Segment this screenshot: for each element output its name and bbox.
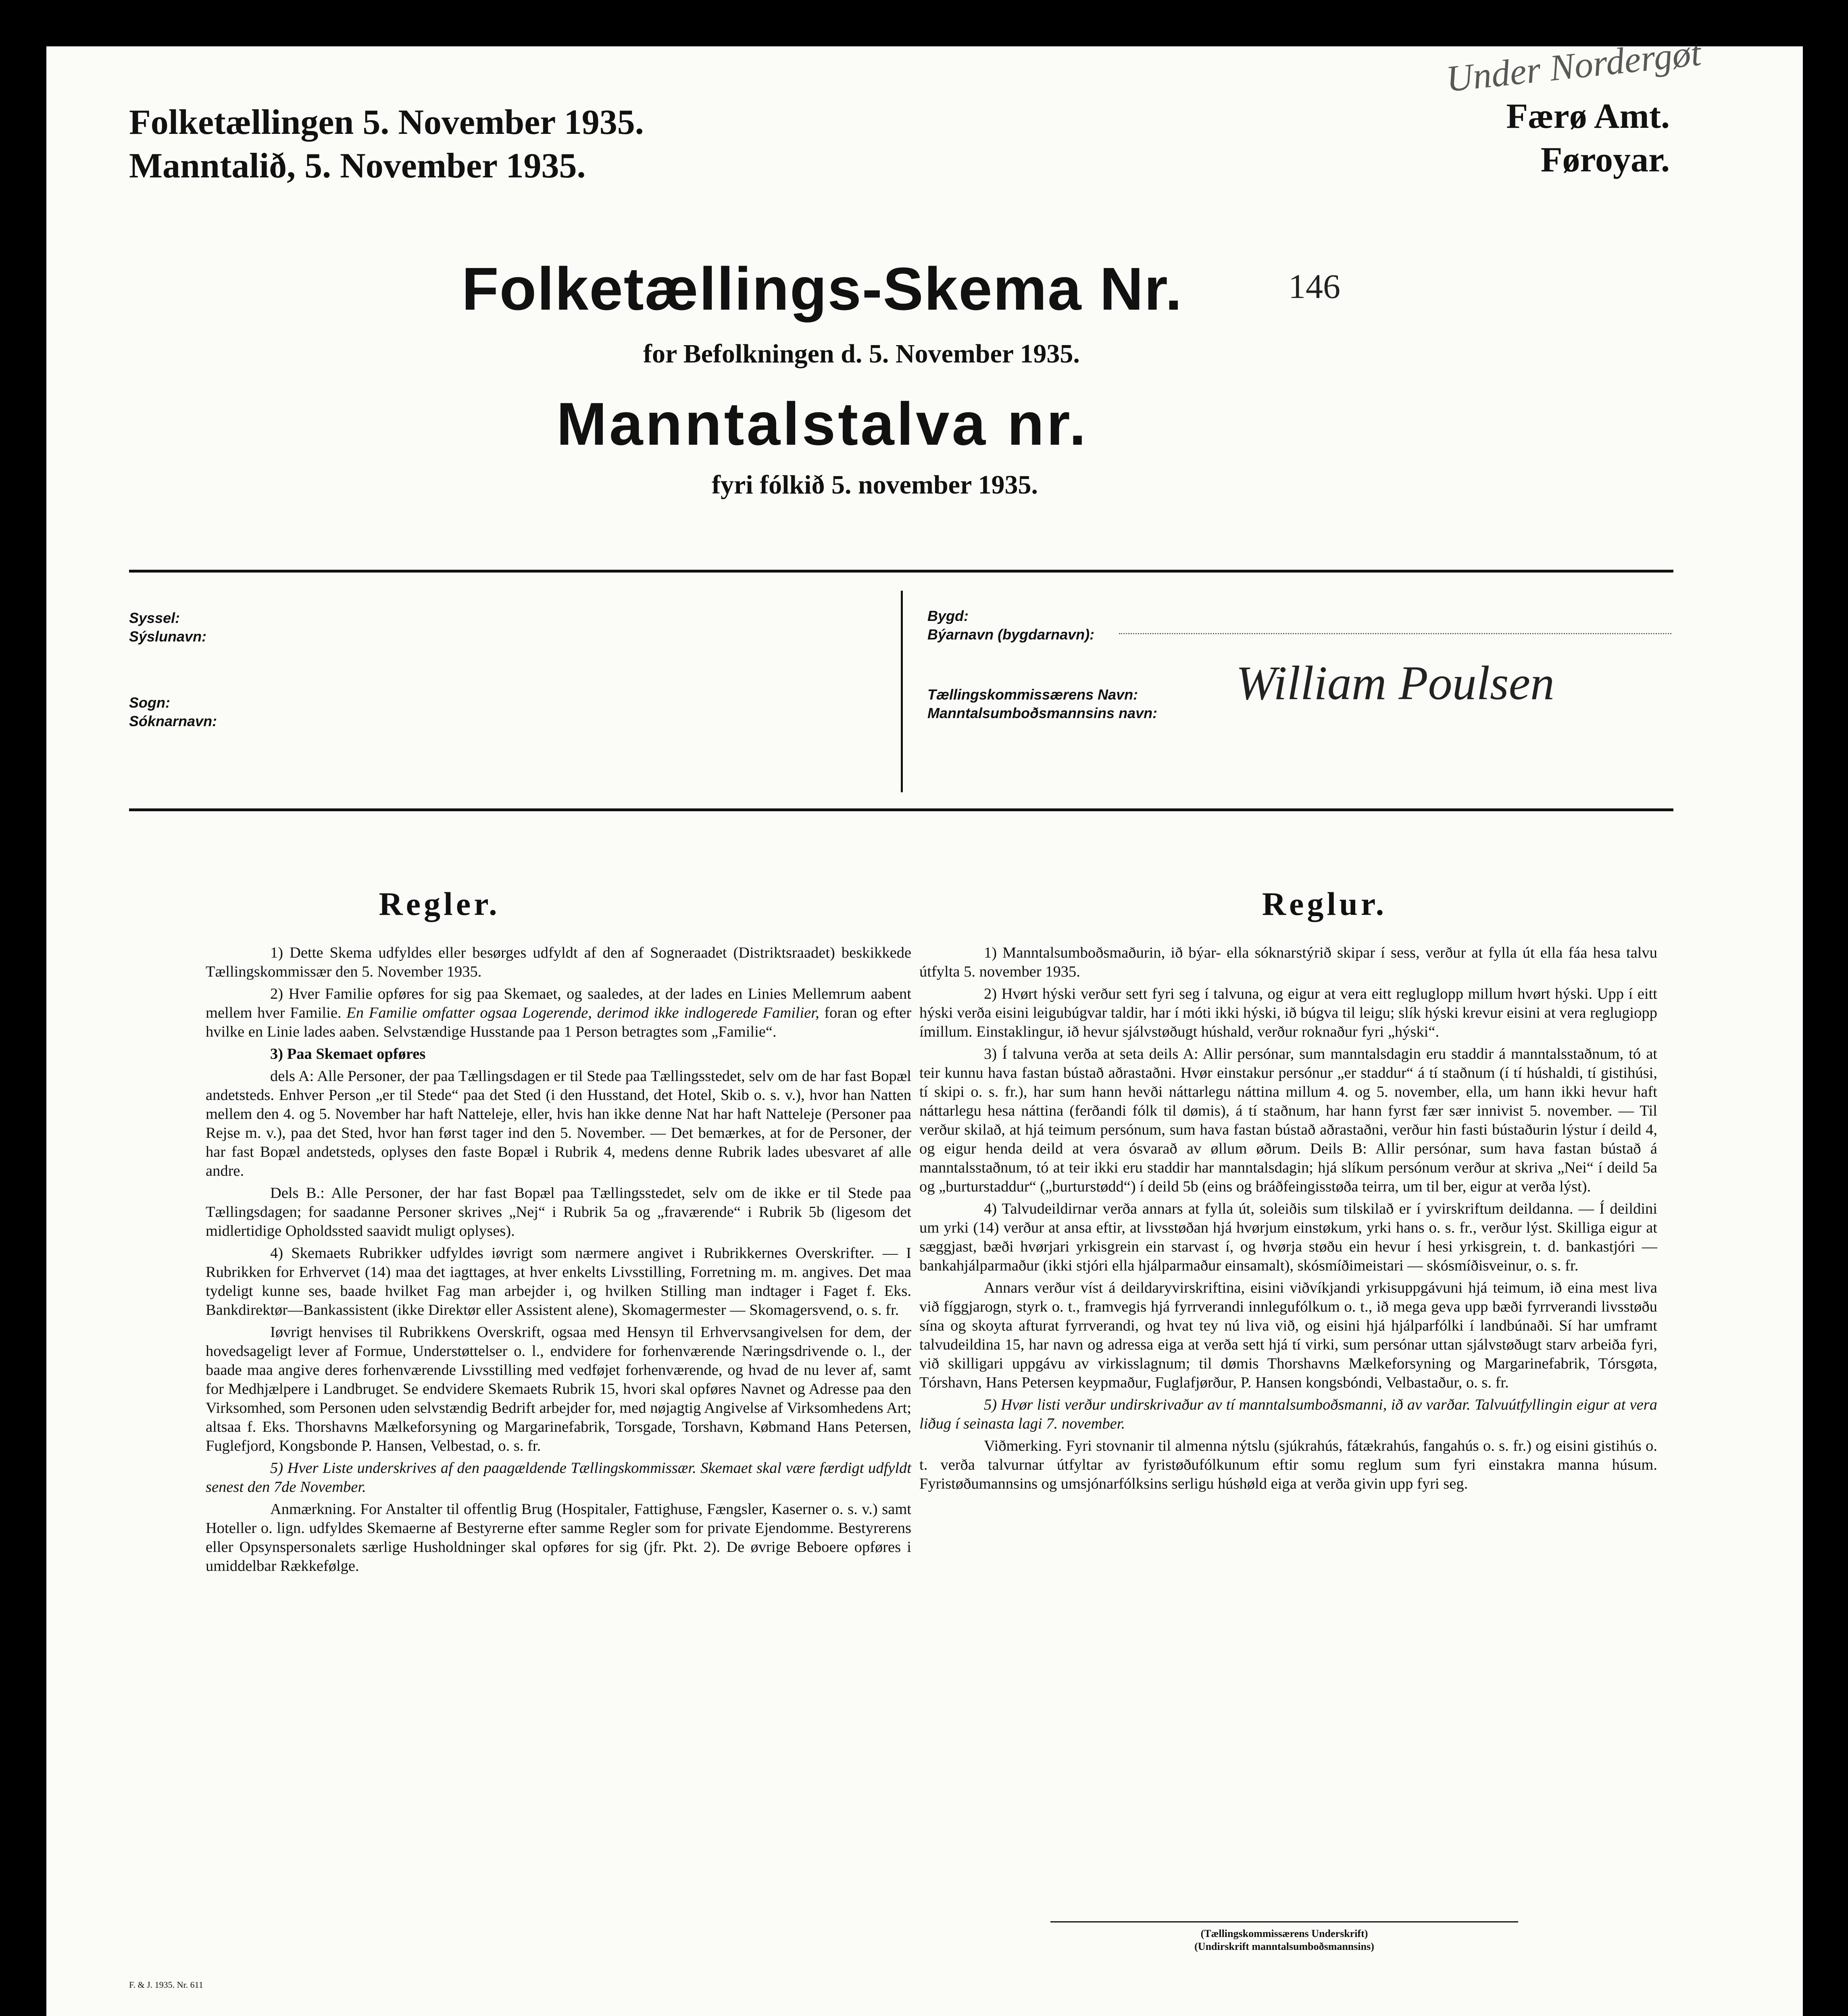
vertical-divider xyxy=(901,591,903,792)
commissioner-signature: William Poulsen xyxy=(1236,656,1554,710)
header-right-line2: Føroyar. xyxy=(1540,140,1670,179)
bygd-field[interactable] xyxy=(927,607,1094,644)
header-left-line1: Folketællingen 5. November 1935. xyxy=(129,103,644,142)
rule-da-2: 2) Hver Familie opføres for sig paa Skemaet, og saaledes, at der lades en Linies Mellemrum aabent mellem hver Familie. En Familie omfatter ogsaa Logerende, derimod ikke indlogerede Familier, foran og efter hvilke en Linie lades aaben. Selvstændige Husstande paa 1 Person betragtes som „Familie“. xyxy=(206,985,912,1040)
bygd-label: Bygd: xyxy=(927,608,969,624)
bottom-rule xyxy=(129,808,1673,811)
header-right xyxy=(1506,95,1670,182)
form-number: 146 xyxy=(1288,267,1340,306)
rule-da-4b: Iøvrigt henvises til Rubrikkens Overskrift, ogsaa med Hensyn til Erhvervsangivelsen for dem, der hovedsageligt lever af Formue, Understøttelser o. l., endvidere for forhenværende Næringsdrivende o. l., der baade maa angive deres forhenværende Livsstilling med vedføjet forhenværende, og hvad de nu lever af, samt for Medhjælpere i Landbruget. Se endvidere Skemaets Rubrik 15, hvori skal opføres Navnet og Adresse paa den Virksomhed, som Personen uden selvstændig Bedrift arbejder for, med nøjagtig Angivelse af Virksomhedens Art; altsaa f. Eks. Thorshavns Mælkeforsyning og Margarinefabrik, Torsgade, Torshavn, Købmand Hans Petersen, Fuglefjord, Kongsbonde P. Hansen, Velbestad, o. s. fr. xyxy=(206,1324,911,1454)
handwritten-corner-note: Under Nordergøt xyxy=(1444,32,1703,100)
rule-fo-2: 2) Hvørt hýski verður sett fyri seg í talvuna, og eigur at vera eitt regluglopp millum hvørt hýski. Upp í eitt hýski verða eisini leigubúgvar taldir, har í móti ikki hýski, ið búgva til leigu; slík hýski krevur eisini at vera reglugiopp ímillum. Einstaklingur, ið hevur sjálvstøðugt húshald, verður roknaður fyri „hýski“. xyxy=(919,985,1657,1040)
byarnavn-label: Býarnavn (bygdarnavn): xyxy=(927,626,1095,643)
header-left-line2: Manntalið, 5. November 1935. xyxy=(129,146,586,185)
rules-heading-da: Regler. xyxy=(379,885,500,922)
rule-fo-5: 5) Hvør listi verður undirskrivaður av tí manntalsumboðsmanni, ið av varðar. Talvuútfyllingin eigur at vera liðug í seinasta lagi 7. november. xyxy=(919,1396,1657,1432)
syslunavn-label: Sýslunavn: xyxy=(129,628,207,645)
rule-fo-note: Viðmerking. Fyri stovnanir til almenna nýtslu (sjúkrahús, fátækrahús, fangahús o. s. fr.) og eisini gistihús o. t. verða talvurnar útfyltar av fyristøðufólkunum eftir somu reglum sum fyri einstakra manna húsum. Fyristøðumannsins og umsjónarfólksins serligu húshøld eiga at verða givin upp fyri seg. xyxy=(919,1437,1657,1492)
kommissaer-label: Tællingskommissærens Navn: xyxy=(927,686,1138,703)
sogn-label: Sogn: xyxy=(129,694,170,711)
syssel-field[interactable] xyxy=(129,609,206,646)
rule-da-3b: Dels B.: Alle Personer, der har fast Bopæl paa Tællingsstedet, selv om de ikke er til Stede paa Tællingsdagen; for saadanne Personer skrives „Nej“ i Rubrik 5a og „fraværende“ i Rubrik 5b (ligesom det midlertidige Opholdssted saavidt muligt oplyses). xyxy=(206,1185,911,1239)
signature-caption xyxy=(1050,1927,1518,1953)
rule-da-3a: dels A: Alle Personer, der paa Tællingsdagen er til Stede paa Tællingsstedet, selv om de har fast Bopæl andetsteds. Enhver Person „er til Stede“ paa det Sted (i den Husstand, det Hotel, Skib o. s. v.), hvor han Natten mellem den 4. og 5. November har haft Natteleje, eller, hvis han ikke denne Nat har haft Natteleje (Personer paa Rejse m. v.), paa det Sted, hvor han først tager ind den 5. November. — Det bemærkes, at for de Personer, der har fast Bopæl andetsteds, oplyses den faste Bopæl i Rubrik 4, medens denne Rubrik lades ubesvaret af alle andre. xyxy=(206,1068,911,1179)
rule-da-3-heading: 3) Paa Skemaet opføres xyxy=(270,1045,426,1062)
form-subtitle-da: for Befolkningen d. 5. November 1935. xyxy=(643,339,1080,369)
header-left xyxy=(129,101,644,188)
signature-caption-da: (Tællingskommissærens Underskrift) xyxy=(1200,1928,1368,1939)
signature-caption-fo: (Undirskrift manntalsumboðsmannsins) xyxy=(1194,1941,1374,1952)
rule-da-note: Anmærkning. For Anstalter til offentlig Brug (Hospitaler, Fattighuse, Fængsler, Kaserner o. s. v.) samt Hoteller o. lign. udfyldes Skemaerne af Bestyrerne efter samme Regler som for private Ejendomme. Bestyrerens eller Opsynspersonalets særlige Husholdninger skal opføres for sig (jfr. Pkt. 2). De øvrige Beboere opføres i umiddelbar Rækkefølge. xyxy=(206,1501,911,1574)
rule-fo-4: 4) Talvudeildirnar verða annars at fylla út, soleiðis sum tilskilað er í yvirskriftum deildanna. — Í deildini um yrki (14) verður at ansa eftir, at livsstøðan hjá hvørjum einstøkum, yrki hans o. s. fr., verður lýst. Skilliga eigur at sæggjast, bæði hvørjari yrkisgrein ein starvast í, og hvørja støðu ein hevur í hesi yrkisgrein, t. d. bankastjóri — bankahjálparmaður (ikki stjóri ella hjálparmaður einsamalt), skósmíðimeistari — skósmíðisveinur, o. s. fr. xyxy=(919,1200,1657,1274)
syssel-label: Syssel: xyxy=(129,610,180,626)
form-subtitle-fo: fyri fólkið 5. november 1935. xyxy=(712,470,1038,500)
form-title: Folketællings-Skema Nr. xyxy=(462,255,1183,323)
form-title-fo: Manntalstalva nr. xyxy=(556,390,1089,458)
header-right-line1: Færø Amt. xyxy=(1506,97,1670,136)
rules-text-fo xyxy=(919,943,1657,1497)
sogn-field[interactable] xyxy=(129,694,217,731)
signature-line[interactable] xyxy=(1050,1921,1518,1922)
rules-text-da xyxy=(206,943,911,1579)
rules-heading-fo: Reglur. xyxy=(1262,885,1388,922)
mannsnavn-label: Manntalsumboðsmannsins navn: xyxy=(927,705,1158,721)
rule-da-4: 4) Skemaets Rubrikker udfyldes iøvrigt som nærmere angivet i Rubrikkernes Overskrifter. — I Rubrikken for Erhvervet (14) maa det iagttages, at hver enkelts Livsstilling, Forretning m. m. angives. Det maa tydeligt kunne ses, baade hvilket Fag man arbejder i, og hvilken Stilling man indtager i Faget f. Eks. Bankdirektør—Bankassistent (ikke Direktør eller Assistent alene), Skomagermester — Skomagersvend, o. s. fr. xyxy=(206,1245,911,1318)
rule-fo-3: 3) Í talvuna verða at seta deils A: Allir persónar, sum manntalsdagin eru staddir á manntalsstaðnum, tó at teir kunnu hava fastan bústað aðrastaðni. Hvør einstakur persónur „er staddur“ á tí staðnum (í tí húshaldi, tí gistihúsi, tí skipi o. s. fr.), har sum hann hevði náttarlegu náttina millum 4. og 5. november, ella, um hann ikki hevur haft náttarlegu hesa náttina (ferðandi fólk til dømis), á tí staðnum, har hann fyrst fær sær innivist 5. november. — Til verður skilað, at hjá teimum persónum, sum hava fastan bústað aðrastaðni, verður hin fasti bústaðurin lýstur í deild 4, og eigur henda deild at vera ósvarað av øllum øðrum. Deils B: Allir persónar, sum hava fastan bústað á manntalsstaðnum, tó at teir ikki eru staddir har manntalsdagin; hjá slíkum persónum verður at skriva „Nei“ í deild 5a og „burturstaddur“ („burturstødd“) í deild 5b (eins og bráðfeingisstøða teirra, um til ber, eigur at verða lýst). xyxy=(919,1045,1657,1195)
kommissaer-field[interactable] xyxy=(927,685,1157,723)
top-rule xyxy=(129,570,1673,573)
rule-fo-1: 1) Manntalsumboðsmaðurin, ið býar- ella sóknarstýrið skipar í sess, verður at fylla út ella fáa hesa talvu útfylta 5. november 1935. xyxy=(919,944,1657,980)
census-form-sheet xyxy=(46,32,1803,2016)
rule-da-1: 1) Dette Skema udfyldes eller besørges udfyldt af den af Sogneraadet (Distriktsraadet) beskikkede Tællingskommissær den 5. November 1935. xyxy=(206,944,911,980)
rule-fo-4b: Annars verður víst á deildaryvirskriftina, eisini viðvíkjandi yrkisuppgávuni hjá teimum, ið eina mest liva við fíggjarogn, styrk o. t., framvegis hjá fyrrverandi innlegufólkum o. t., ið mega geva upp bæði fyrrverandi livsstøðu sína og skoyta afturat fyrrverandi, og hvat tey nú liva við, og eisini hjá hjálparfólki í landbúnaði. Sí har umframt talvudeildina 15, har navn og adressa eiga at verða sett hjá tí virki, sum persónar uttan sjálvstøðugt starv arbeiða fyri, við skilligari uppgávu av virkisslagnum; til dømis Thorshavns Mælkeforsyning og Margarinefabrik, Tórsgøta, Tórshavn, Hans Petersen keypmaður, Fuglafjørður, P. Hansen kongsbóndi, Velbastaður, o. s. fr. xyxy=(919,1279,1657,1391)
soknarnavn-label: Sóknarnavn: xyxy=(129,713,217,729)
printer-mark: F. & J. 1935. Nr. 611 xyxy=(129,1980,203,1990)
rule-da-5: 5) Hver Liste underskrives af den paagældende Tællingskommissær. Skemaet skal være færdigt udfyldt senest den 7de November. xyxy=(206,1460,911,1495)
byarnavn-line xyxy=(1119,633,1671,634)
